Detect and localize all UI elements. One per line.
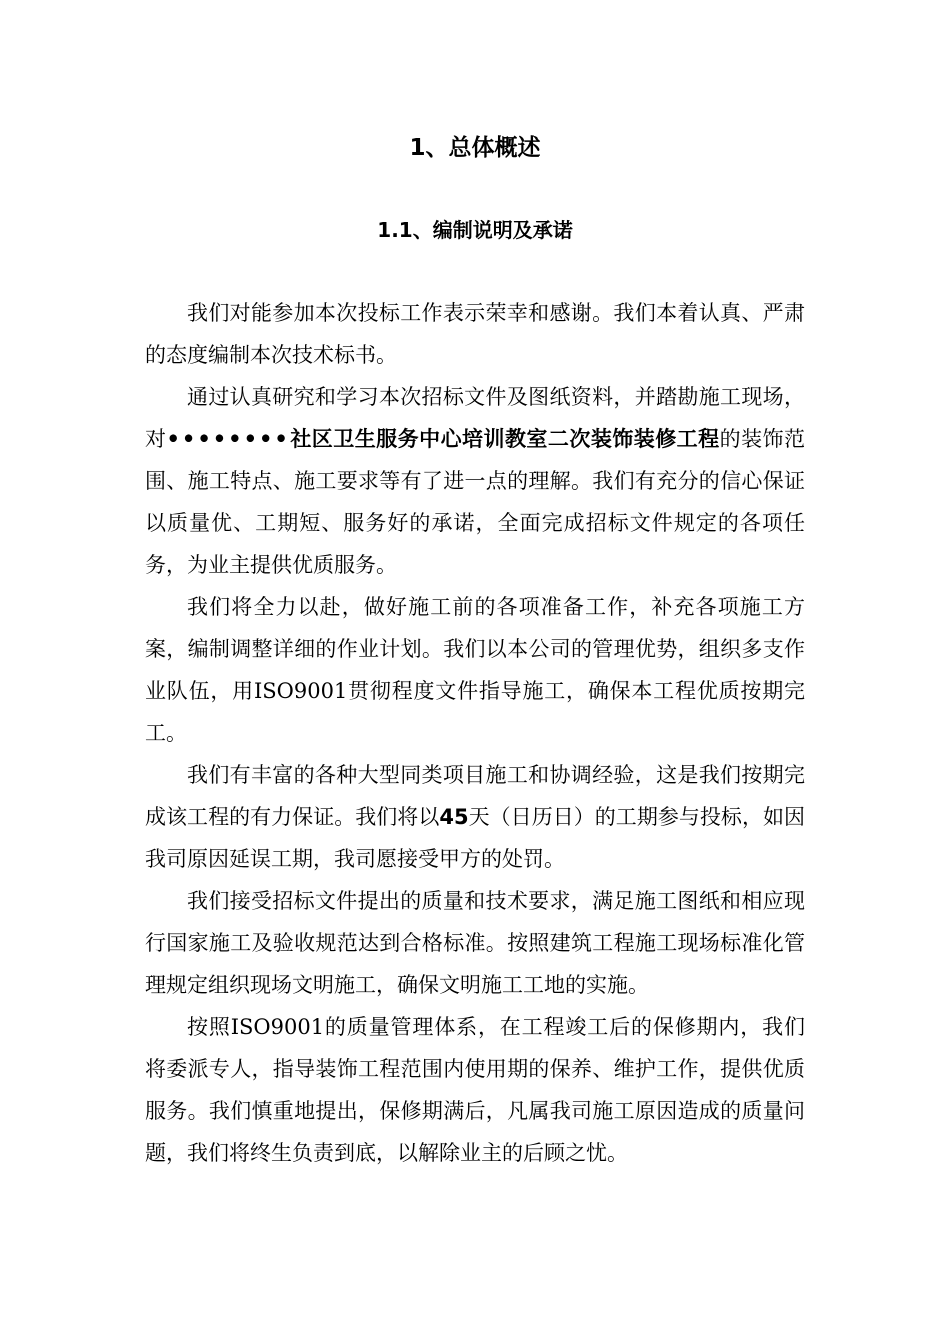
section-heading: 1、总体概述: [409, 135, 541, 161]
paragraph-5: 我们接受招标文件提出的质量和技术要求，满足施工图纸和相应现行国家施工及验收规范达到合格标准。按照建筑工程施工现场标准化管理规定组织现场文明施工，确保文明施工工地的实施。: [145, 889, 805, 997]
subsection-heading: 1.1、编制说明及承诺: [377, 218, 573, 242]
paragraph-1: 我们对能参加本次投标工作表示荣幸和感谢。我们本着认真、严肃的态度编制本次技术标书。: [145, 301, 805, 367]
paragraph-6: 按照ISO9001的质量管理体系，在工程竣工后的保修期内，我们将委派专人，指导装饰工程范围内使用期的保养、维护工作，提供优质服务。我们慎重地提出，保修期满后，凡属我司施工原因造成的质量问题，我们将终生负责到底，以解除业主的后顾之忧。: [145, 1015, 805, 1165]
paragraph-2-intro: 通过认真研究和学习本次招标文件及图纸资料，并踏勘施工现场，对: [145, 385, 805, 451]
paragraph-2: [145, 376, 805, 586]
body-text: [145, 292, 805, 1174]
project-name: 社区卫生服务中心培训教室二次装饰装修工程: [289, 427, 720, 451]
paragraph-2-rest: 的装饰范围、施工特点、施工要求等有了进一点的理解。我们有充分的信心保证以质量优、工期短、服务好的承诺，全面完成招标文件规定的各项任务，为业主提供优质服务。: [145, 427, 806, 577]
duration-days: 45: [439, 805, 469, 829]
paragraph-4-rest: 天（日历日）的工期参与投标，如因我司原因延误工期，我司愿接受甲方的处罚。: [145, 805, 806, 871]
paragraph-4: [145, 754, 805, 880]
redacted-dots: ••••••••: [166, 426, 290, 451]
paragraph-3: 我们将全力以赴，做好施工前的各项准备工作，补充各项施工方案，编制调整详细的作业计划。我们以本公司的管理优势，组织多支作业队伍，用ISO9001贯彻程度文件指导施工，确保本工程优质按期完工。: [145, 595, 805, 745]
paragraph-4-intro: 我们有丰富的各种大型同类项目施工和协调经验，这是我们按期完成该工程的有力保证。我们将以: [145, 763, 805, 829]
